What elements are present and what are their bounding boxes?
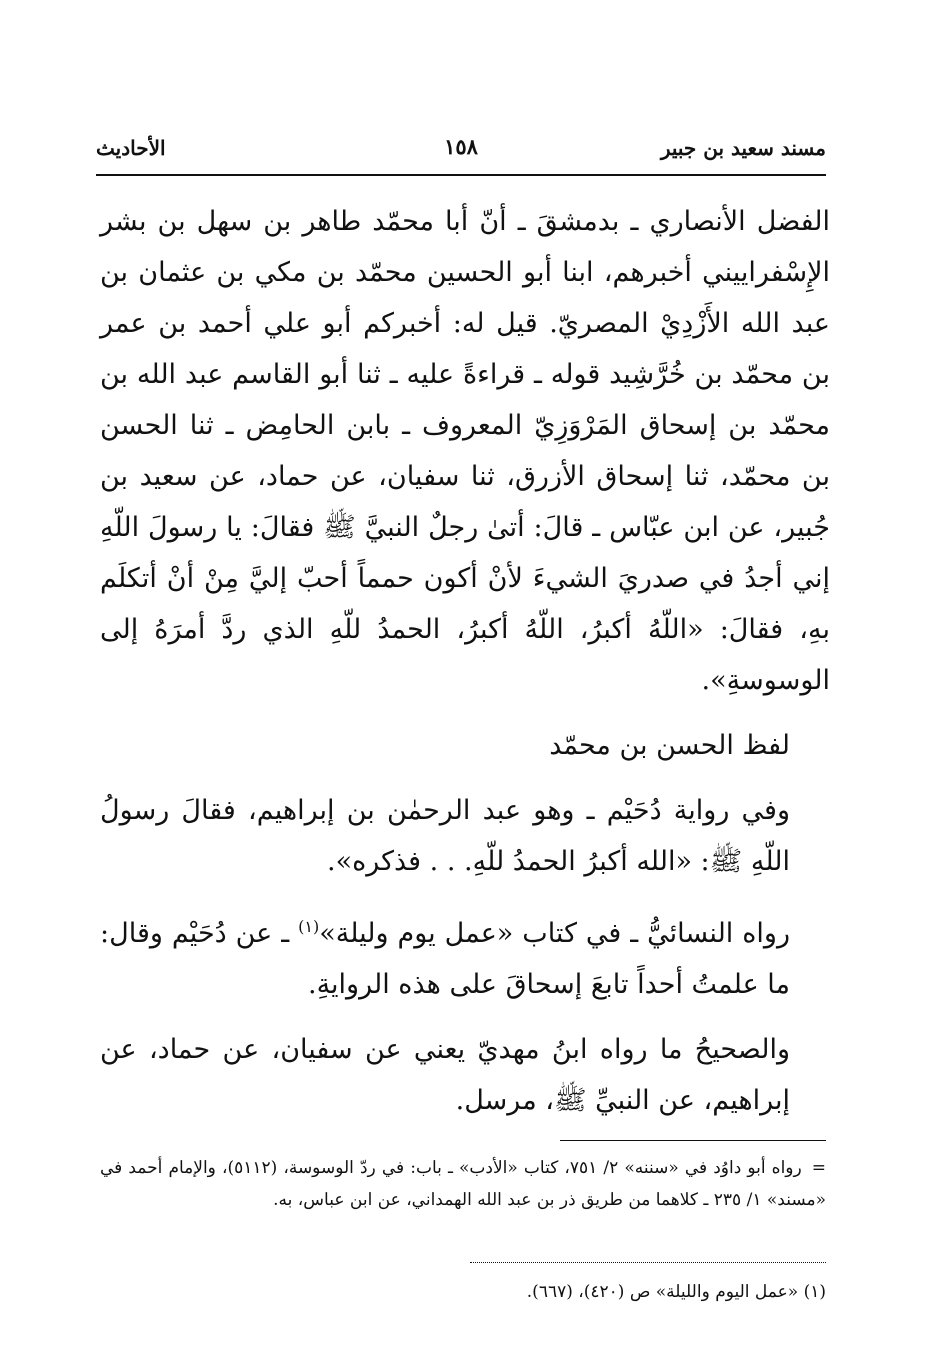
wording-note: لفظ الحسن بن محمّد <box>549 730 790 761</box>
continuation-mark: = <box>811 1158 826 1178</box>
header-rule <box>96 174 826 176</box>
nasai-text-start: رواه النسائيُّ ـ في كتاب «عمل يوم وليلة» <box>319 918 790 949</box>
main-text <box>100 196 830 1126</box>
running-title: مسند سعيد بن جبير <box>660 136 826 160</box>
footnote-ref-1[interactable]: (١) <box>298 917 320 936</box>
sahih-paragraph: والصحيحُ ما رواه ابنُ مهديّ يعني عن سفيان، عن حماد، عن إبراهيم، عن النبيِّ ﷺ، مرسل. <box>100 1034 790 1116</box>
footnote-dotted-rule <box>470 1262 826 1263</box>
footnote-1: (١) «عمل اليوم والليلة» ص (٤٢٠)، (٦٦٧). <box>526 1282 826 1302</box>
hadith-paragraph: الفضل الأنصاري ـ بدمشقَ ـ أنّ أبا محمّد طاهر بن سهل بن بشر الإِسْفراييني أخبرهم، ابنا أبو الحسين محمّد بن مكي بن عثمان بن عبد الله الأَزْدِيْ المصريّ. قيل له: أخبركم أبو علي أحمد بن عمر بن محمّد بن خُرَّشِيد قوله ـ قراءةً عليه ـ ثنا أبو القاسم عبد الله بن محمّد بن إسحاق المَرْوَزِيّ المعروف ـ بابن الحامِض ـ ثنا الحسن بن محمّد، ثنا إسحاق الأزرق، ثنا سفيان، عن حماد، عن سعيد بن جُبير، عن ابن عبّاس ـ قالَ: أتىٰ رجلٌ النبيَّ ﷺ فقالَ: يا رسولَ اللّهِ إني أجدُ في صدريَ الشيءَ لأنْ أكون حمماً أحبّ إليَّ مِنْ أنْ أتكلَم بهِ، فقالَ: «اللّهُ أكبرُ، اللّهُ أكبرُ، الحمدُ للّهِ الذي ردَّ أمرَهُ إلى الوسوسةِ». <box>100 206 830 696</box>
nasai-text-end: ـ عن دُحَيْم وقال: ما علمتُ أحداً تابعَ إسحاقَ على هذه الروايةِ. <box>100 918 790 1000</box>
footnote-rule <box>560 1140 826 1141</box>
continuation-text: رواه أبو داوُد في «سننه» ٢/ ٧٥١، كتاب «الأدب» ـ باب: في ردّ الوسوسة، (٥١١٢)، والإمام أحمد في «مسند» ١/ ٢٣٥ ـ كلاهما من طريق ذر بن عبد الله الهمداني، عن ابن عباس، به. <box>100 1158 826 1210</box>
variant-narration: وفي رواية دُحَيْم ـ وهو عبد الرحمٰن بن إبراهيم، فقالَ رسولُ اللّهِ ﷺ: «الله أكبرُ الحمدُ للّهِ. . . فذكره». <box>100 795 790 877</box>
page-number: ١٥٨ <box>444 134 478 159</box>
page-header <box>96 130 826 170</box>
footnote-continuation <box>100 1152 826 1216</box>
section-title: الأحاديث <box>96 136 166 160</box>
nasai-narration <box>100 901 830 1010</box>
